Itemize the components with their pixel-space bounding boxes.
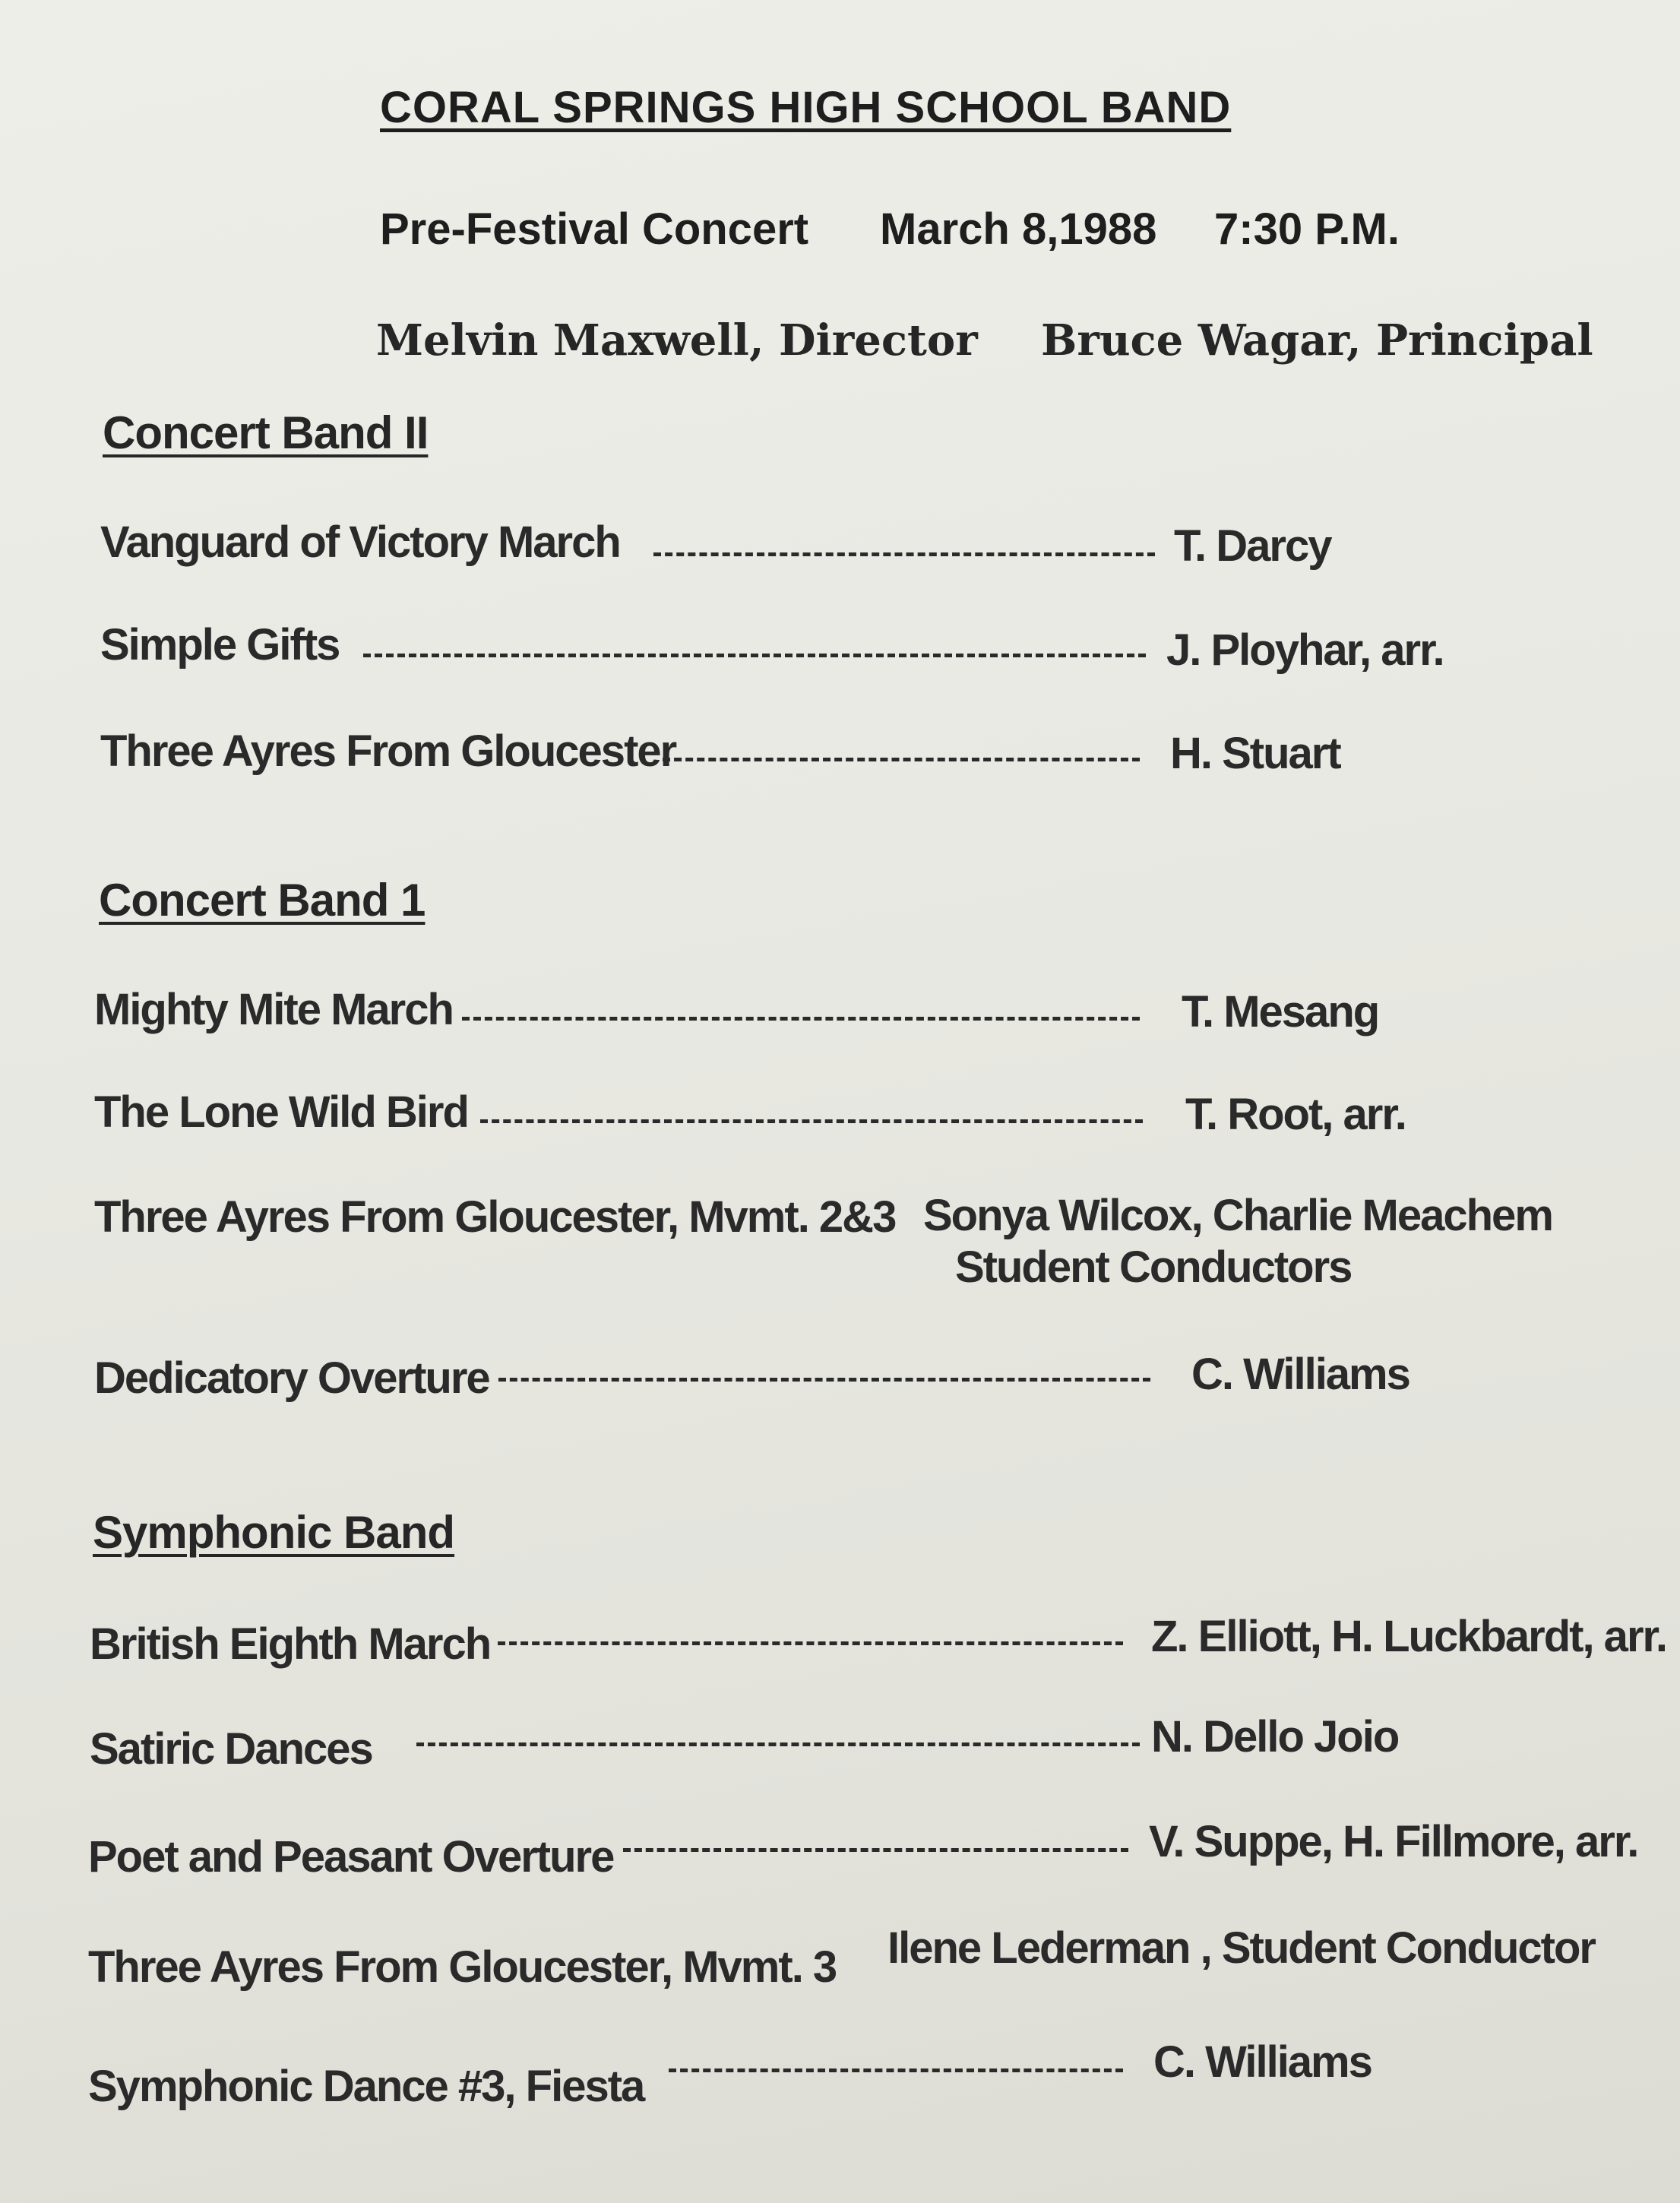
principal-name: Bruce Wagar, Principal xyxy=(1041,315,1593,366)
piece-conductor: Ilene Lederman , Student Conductor xyxy=(887,1923,1595,1973)
piece-title: Mighty Mite March xyxy=(94,985,453,1034)
piece-title: Three Ayres From Gloucester xyxy=(100,726,676,776)
piece-title: Vanguard of Victory March xyxy=(100,518,620,567)
section-heading-symphonic-band: Symphonic Band xyxy=(93,1507,455,1558)
dotted-leader xyxy=(480,1119,1143,1123)
section-heading-concert-band-1: Concert Band 1 xyxy=(99,875,426,926)
piece-composer: J. Ployhar, arr. xyxy=(1166,625,1444,675)
piece-title: The Lone Wild Bird xyxy=(94,1087,468,1137)
dotted-leader xyxy=(462,1017,1140,1021)
event-time: 7:30 P.M. xyxy=(1214,204,1400,254)
piece-composer: T. Root, arr. xyxy=(1185,1090,1406,1139)
piece-title: Dedicatory Overture xyxy=(94,1353,489,1403)
piece-composer: Z. Elliott, H. Luckbardt, arr. xyxy=(1151,1612,1666,1661)
piece-title: Poet and Peasant Overture xyxy=(88,1832,614,1882)
event-name: Pre-Festival Concert xyxy=(380,204,809,254)
dotted-leader xyxy=(498,1641,1123,1645)
piece-title: British Eighth March xyxy=(90,1619,491,1669)
piece-composer: T. Mesang xyxy=(1182,987,1379,1037)
piece-composer: C. Williams xyxy=(1153,2037,1372,2087)
piece-composer: N. Dello Joio xyxy=(1151,1712,1399,1761)
dotted-leader xyxy=(416,1742,1140,1746)
piece-composer: H. Stuart xyxy=(1170,729,1340,778)
section-heading-concert-band-2: Concert Band II xyxy=(103,407,429,458)
piece-title: Symphonic Dance #3, Fiesta xyxy=(88,2062,644,2111)
dotted-leader xyxy=(663,758,1140,761)
dotted-leader xyxy=(363,654,1146,657)
event-date: March 8,1988 xyxy=(880,204,1157,254)
piece-conductors xyxy=(923,1190,1552,1293)
dotted-leader xyxy=(498,1378,1150,1382)
dotted-leader xyxy=(669,2068,1123,2072)
piece-title: Simple Gifts xyxy=(100,620,340,669)
piece-composer: C. Williams xyxy=(1191,1350,1409,1399)
conductor-names: Sonya Wilcox, Charlie Meachem xyxy=(923,1191,1552,1240)
director-name: Melvin Maxwell, Director xyxy=(376,315,978,366)
program-title: CORAL SPRINGS HIGH SCHOOL BAND xyxy=(380,83,1232,132)
piece-title: Three Ayres From Gloucester, Mvmt. 2&3 xyxy=(94,1192,896,1242)
conductor-role: Student Conductors xyxy=(955,1242,1352,1292)
piece-title: Satiric Dances xyxy=(90,1724,372,1774)
piece-composer: V. Suppe, H. Fillmore, arr. xyxy=(1149,1817,1638,1866)
dotted-leader xyxy=(623,1848,1128,1852)
piece-composer: T. Darcy xyxy=(1174,521,1331,571)
dotted-leader xyxy=(653,552,1155,556)
piece-title: Three Ayres From Gloucester, Mvmt. 3 xyxy=(88,1942,837,1992)
